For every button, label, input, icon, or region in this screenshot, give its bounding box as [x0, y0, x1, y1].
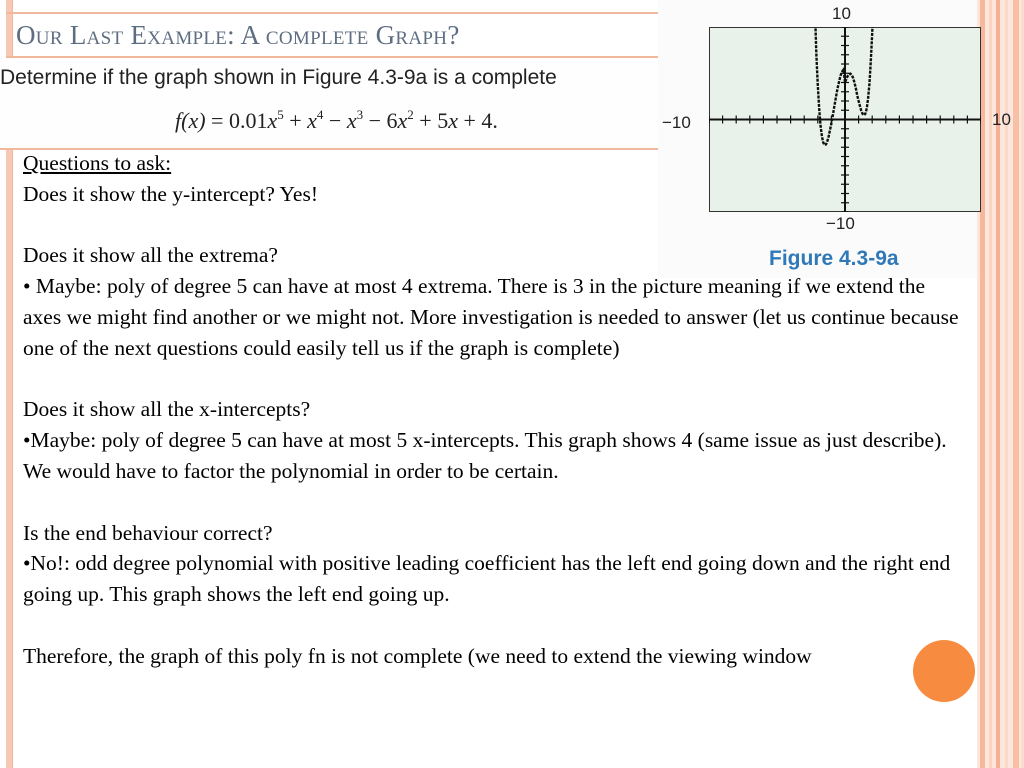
formula-rhs: = $0.01x^5 + x^4 - x^3 - 6x^2 + 5x + 4$.: [211, 107, 498, 133]
question-extrema: Does it show all the extrema?: [23, 243, 278, 268]
answer-x-intercepts: •Maybe: poly of degree 5 can have at most 5 x-intercepts. This graph shows 4 (same issue as just describe). We would have to factor the polynomial in order to be certain.: [23, 428, 947, 483]
y-max-label: 10: [832, 4, 851, 23]
y-min-label: −10: [826, 214, 855, 233]
formula-lhs: f(x): [175, 108, 206, 133]
figure-caption: Figure 4.3-9a: [769, 247, 899, 270]
question-x-intercepts: Does it show all the x-intercepts?: [23, 397, 311, 422]
stripe: [1013, 0, 1019, 768]
slide-body: [23, 148, 968, 672]
conclusion: Therefore, the graph of this poly fn is not complete (we need to extend the viewing window: [23, 643, 812, 668]
answer-extrema: • Maybe: poly of degree 5 can have at most 4 extrema. There is 3 in the picture meaning if we extend the axes we might find another or we might not. More investigation is needed to answer (let us continue because one of the next questions could easily tell us if the graph is complete): [23, 274, 959, 360]
slide-title: Our Last Example: A complete Graph?: [16, 20, 460, 50]
x-min-label: −10: [662, 113, 691, 132]
orange-circle-decoration: [913, 640, 975, 702]
x-max-label: 10: [992, 110, 1011, 129]
scanned-question-text: Determine if the graph shown in Figure 4.3-9a is a complete: [0, 66, 557, 89]
questions-heading: Questions to ask:: [23, 151, 172, 175]
answer-end-behaviour: •No!: odd degree polynomial with positive leading coefficient has the left end going down and the right end going up. This graph shows the left end going up.: [23, 551, 951, 607]
polynomial-formula: [175, 108, 498, 134]
question-y-intercept: Does it show the y-intercept? Yes!: [23, 181, 318, 206]
title-rule-top: [6, 12, 658, 14]
question-end-behaviour: Is the end behaviour correct?: [23, 520, 273, 545]
